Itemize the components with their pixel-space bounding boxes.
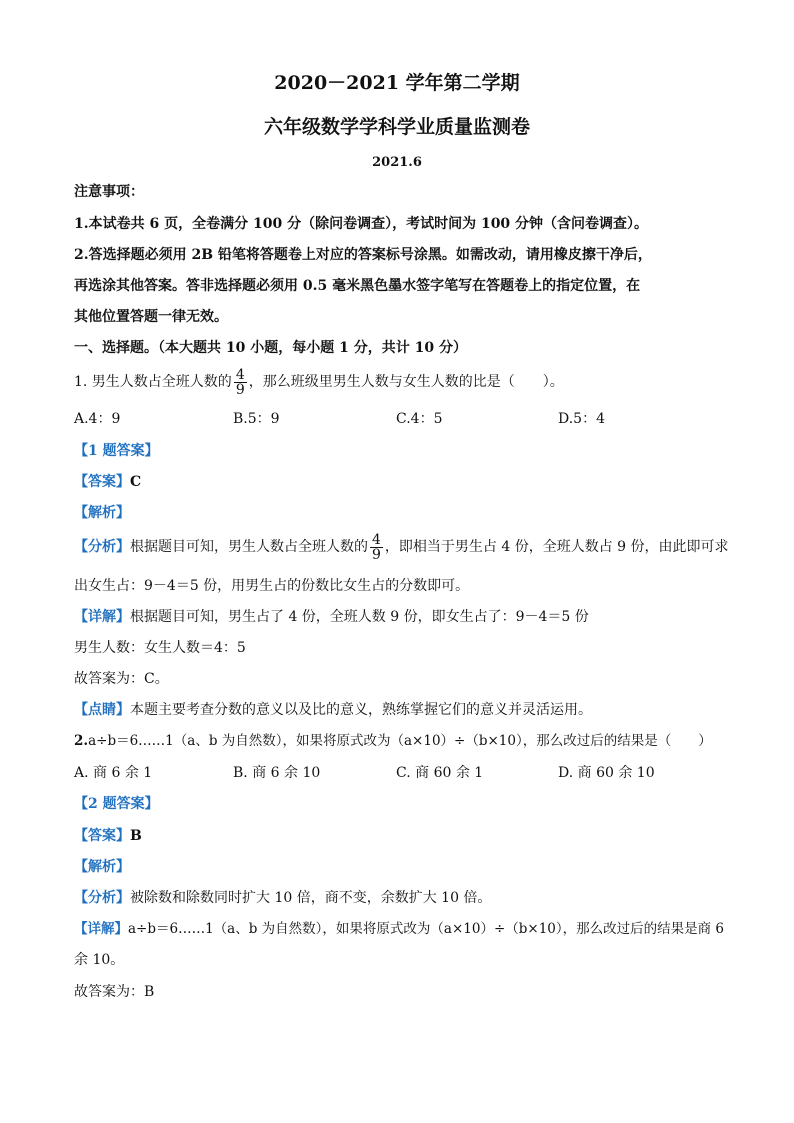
- question-2-answer-tag: 【2 题答案】: [74, 796, 159, 812]
- xiangjie-text: a÷b＝6……1（a、b 为自然数），如果将原式改为（a×10）÷（b×10），那么改过后的结果是商 6: [128, 921, 725, 937]
- question-2-option-a: A. 商 6 余 1: [74, 765, 153, 781]
- question-1-stem: [74, 366, 564, 398]
- question-1-answer: [74, 472, 141, 492]
- answer-label: 【答案】: [74, 828, 130, 844]
- fraction-numerator: 4: [235, 366, 245, 383]
- page-title: 2020－2021 学年第二学期: [274, 72, 520, 94]
- notice-item-2-line-2: 再选涂其他答案。答非选择题必须用 0.5 毫米黑色墨水签字笔写在答题卷上的指定位置，在: [74, 278, 641, 294]
- question-1-stem-before: 1. 男生人数占全班人数的: [74, 374, 232, 390]
- answer-value: C: [130, 474, 142, 490]
- fenxi-label: 【分析】: [74, 890, 130, 906]
- dianjing-label: 【点睛】: [74, 702, 130, 718]
- section-heading: 一、选择题。（本大题共 10 小题，每小题 1 分，共计 10 分）: [74, 340, 467, 356]
- question-2-xiangjie: [74, 919, 724, 939]
- question-1-fenxi: [74, 531, 729, 563]
- exam-date: 2021.6: [372, 155, 422, 170]
- question-2-number: 2.: [74, 733, 89, 749]
- question-1-dianjing: [74, 700, 592, 720]
- question-2-fenxi: [74, 888, 491, 908]
- fenxi-before: 根据题目可知，男生人数占全班人数的: [130, 539, 368, 555]
- question-1-analysis-tag: 【解析】: [74, 505, 130, 521]
- fraction-numerator: 4: [372, 531, 381, 548]
- question-1-xiangjie: [74, 607, 589, 627]
- fenxi-label: 【分析】: [74, 539, 130, 555]
- question-1-fraction: [234, 368, 247, 397]
- dianjing-text: 本题主要考查分数的意义以及比的意义，熟练掌握它们的意义并灵活运用。: [130, 702, 592, 718]
- notice-item-2-line-1: 2.答选择题必须用 2B 铅笔将答题卷上对应的答案标号涂黑。如需改动，请用橡皮擦干净后，: [74, 247, 652, 263]
- answer-value: B: [130, 828, 142, 844]
- question-2-conclusion: 故答案为：B: [74, 984, 155, 1000]
- question-2-answer: [74, 826, 142, 846]
- fenxi-after: ，即相当于男生占 4 份，全班人数占 9 份，由此即可求: [384, 539, 729, 555]
- fraction-denominator: 9: [235, 381, 245, 398]
- notice-heading: 注意事项：: [74, 184, 144, 200]
- xiangjie-text: 根据题目可知，男生占了 4 份，全班人数 9 份，即女生占了：9－4＝5 份: [130, 609, 589, 625]
- question-2-option-d: D. 商 60 余 10: [558, 765, 655, 781]
- question-2-stem: [74, 731, 712, 751]
- question-2-option-b: B. 商 6 余 10: [233, 765, 321, 781]
- question-2-xiangjie-line-2: 余 10。: [74, 952, 125, 968]
- question-1-answer-tag: 【1 题答案】: [74, 443, 159, 459]
- question-1-stem-after: ，那么班级里男生人数与女生人数的比是（ ）。: [248, 374, 564, 390]
- notice-item-1: 1.本试卷共 6 页，全卷满分 100 分（除问卷调查），考试时间为 100 分钟（含问卷调查）。: [74, 216, 649, 232]
- question-1-option-a: A.4：9: [74, 411, 121, 427]
- notice-item-2-line-3: 其他位置答题一律无效。: [74, 309, 228, 325]
- question-1-option-c: C.4：5: [396, 411, 443, 427]
- page-subtitle: 六年级数学学科学业质量监测卷: [263, 116, 530, 138]
- question-2-option-c: C. 商 60 余 1: [396, 765, 484, 781]
- answer-label: 【答案】: [74, 474, 130, 490]
- fenxi-fraction: [370, 533, 383, 562]
- question-1-option-d: D.5：4: [558, 411, 605, 427]
- question-1-conclusion: 故答案为：C。: [74, 671, 169, 687]
- question-1-option-b: B.5：9: [233, 411, 280, 427]
- question-1-ratio: 男生人数：女生人数＝4：5: [74, 640, 246, 656]
- question-1-fenxi-line-2: 出女生占：9－4＝5 份，用男生占的份数比女生占的分数即可。: [74, 578, 470, 594]
- question-2-text: a÷b＝6……1（a、b 为自然数），如果将原式改为（a×10）÷（b×10），那么改过后的结果是（ ）: [88, 733, 712, 749]
- fraction-denominator: 9: [372, 546, 381, 563]
- xiangjie-label: 【详解】: [74, 609, 130, 625]
- xiangjie-label: 【详解】: [74, 921, 128, 937]
- fenxi-text: 被除数和除数同时扩大 10 倍，商不变，余数扩大 10 倍。: [130, 890, 492, 906]
- question-2-analysis-tag: 【解析】: [74, 859, 130, 875]
